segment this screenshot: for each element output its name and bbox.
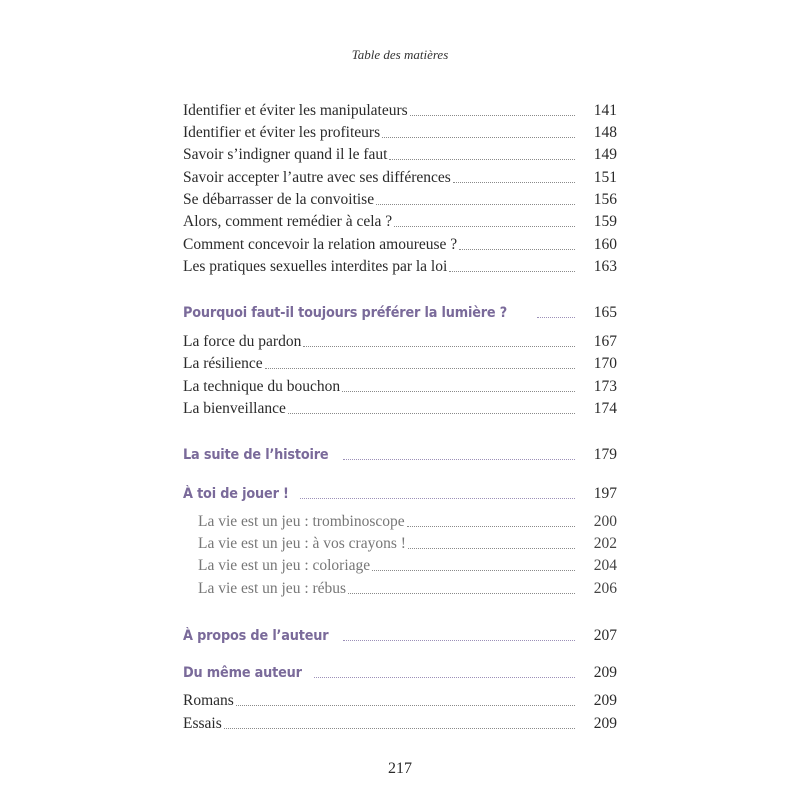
dot-leader (410, 115, 575, 116)
toc-subentry[interactable] (198, 578, 617, 598)
toc-subentry-page: 204 (593, 557, 617, 574)
toc-entry-page: 209 (593, 692, 617, 709)
toc-entry-title: Se débarrasser de la convoitise (183, 191, 375, 208)
toc-entry-title: Comment concevoir la relation amoureuse ? (183, 236, 458, 253)
toc-section[interactable] (183, 444, 617, 464)
toc-entry-title: Identifier et éviter les profiteurs (183, 124, 381, 141)
toc-entry-page: 151 (593, 169, 617, 186)
toc-entry-page: 149 (593, 146, 617, 163)
toc-section[interactable] (183, 625, 617, 645)
toc-entry-title: La résilience (183, 355, 263, 372)
toc-section-page: 209 (593, 664, 617, 681)
dot-leader (288, 413, 575, 414)
toc-section-page: 165 (593, 304, 617, 321)
dot-leader (453, 182, 575, 183)
toc-subentry-page: 202 (593, 535, 617, 552)
toc-entry[interactable] (183, 122, 617, 142)
dot-leader (407, 526, 575, 527)
toc-entry-title: Les pratiques sexuelles interdites par la loi (183, 258, 448, 275)
toc-entry[interactable] (183, 690, 617, 710)
toc-section-title: La suite de l’histoire (183, 447, 329, 463)
toc-subentry-title: La vie est un jeu : trombinoscope (198, 513, 405, 530)
dot-leader (300, 498, 575, 499)
toc-entry[interactable] (183, 211, 617, 231)
toc-subentry[interactable] (198, 533, 617, 553)
dot-leader (348, 593, 575, 594)
toc-entry[interactable] (183, 376, 617, 396)
dot-leader (449, 271, 575, 272)
toc-entry-page: 209 (593, 715, 617, 732)
toc-entry-title: La technique du bouchon (183, 378, 341, 395)
toc-entry[interactable] (183, 331, 617, 351)
toc-entry-title: Romans (183, 692, 234, 709)
toc-section-title: À toi de jouer ! (183, 486, 289, 502)
dot-leader (394, 226, 575, 227)
dot-leader (343, 459, 575, 460)
dot-leader (372, 570, 575, 571)
page-number: 217 (388, 760, 412, 777)
toc-section[interactable] (183, 483, 617, 503)
toc-section-title: Du même auteur (183, 665, 302, 681)
toc-entry-page: 174 (593, 400, 617, 417)
toc-entry-title: Identifier et éviter les manipulateurs (183, 102, 408, 119)
dot-leader (314, 677, 575, 678)
toc-section-page: 197 (593, 485, 617, 502)
toc-entry-page: 160 (593, 236, 617, 253)
toc-entry[interactable] (183, 713, 617, 733)
toc-entry-title: La bienveillance (183, 400, 286, 417)
toc-subentry-title: La vie est un jeu : rébus (198, 580, 347, 597)
dot-leader (389, 159, 575, 160)
toc-subentry-page: 200 (593, 513, 617, 530)
toc-section-title: À propos de l’auteur (183, 628, 329, 644)
toc-entry-page: 148 (593, 124, 617, 141)
toc-entry[interactable] (183, 256, 617, 276)
toc-section[interactable] (183, 662, 617, 682)
toc-entry-page: 156 (593, 191, 617, 208)
dot-leader (236, 705, 575, 706)
dot-leader (224, 728, 575, 729)
dot-leader (459, 249, 575, 250)
toc-entry-page: 170 (593, 355, 617, 372)
dot-leader (376, 204, 575, 205)
toc-entry-page: 159 (593, 213, 617, 230)
toc-entry-page: 141 (593, 102, 617, 119)
dot-leader (265, 368, 575, 369)
toc-entry-page: 167 (593, 333, 617, 350)
toc-entry-title: Savoir s’indigner quand il le faut (183, 146, 388, 163)
toc-subentry[interactable] (198, 511, 617, 531)
toc-entry[interactable] (183, 398, 617, 418)
toc-section-page: 207 (593, 627, 617, 644)
toc-entry-page: 173 (593, 378, 617, 395)
toc-subentry-title: La vie est un jeu : à vos crayons ! (198, 535, 406, 552)
toc-entry-title: La force du pardon (183, 333, 302, 350)
toc-entry-title: Savoir accepter l’autre avec ses différences (183, 169, 451, 186)
toc-subentry[interactable] (198, 555, 617, 575)
dot-leader (408, 548, 575, 549)
dot-leader (303, 346, 575, 347)
toc-subentry-title: La vie est un jeu : coloriage (198, 557, 371, 574)
toc-entry[interactable] (183, 189, 617, 209)
running-head: Table des matières (351, 47, 449, 62)
toc-section[interactable] (183, 302, 617, 322)
toc-entry[interactable] (183, 353, 617, 373)
toc-entry[interactable] (183, 100, 617, 120)
toc-entry-title: Essais (183, 715, 222, 732)
dot-leader (382, 137, 575, 138)
dot-leader (343, 640, 575, 641)
toc-section-page: 179 (593, 446, 617, 463)
toc-entry-title: Alors, comment remédier à cela ? (183, 213, 393, 230)
toc-subentry-page: 206 (593, 580, 617, 597)
toc-entry[interactable] (183, 234, 617, 254)
dot-leader (537, 317, 575, 318)
dot-leader (342, 391, 575, 392)
toc-section-title: Pourquoi faut-il toujours préférer la lumière ? (183, 305, 508, 321)
toc-entry[interactable] (183, 144, 617, 164)
toc-entry-page: 163 (593, 258, 617, 275)
toc-entry[interactable] (183, 167, 617, 187)
